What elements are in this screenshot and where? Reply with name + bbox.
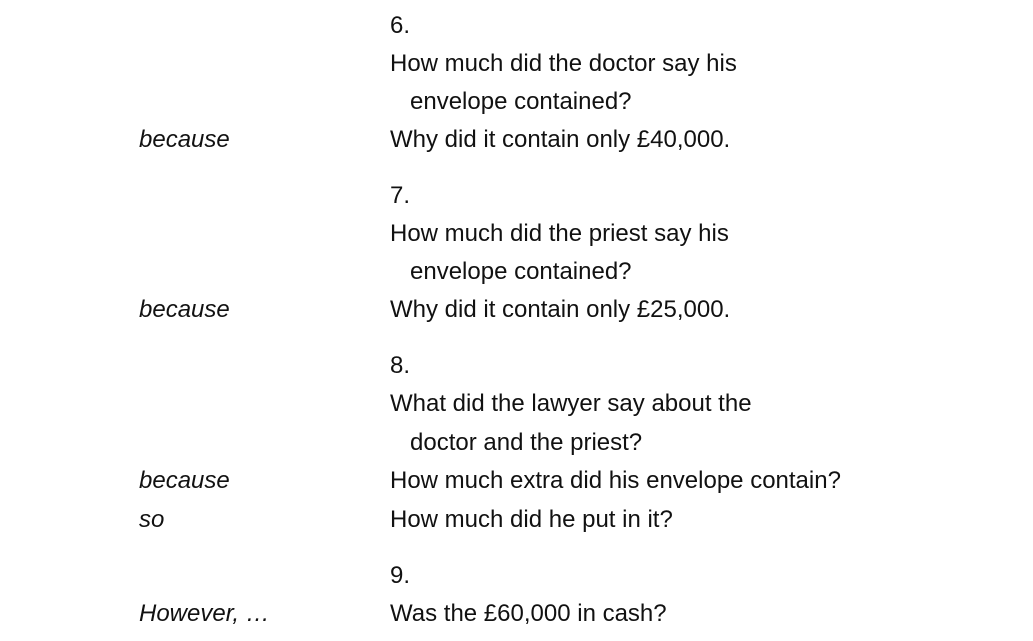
section-7-question-1-continued: envelope contained?: [410, 258, 632, 285]
section-8-question-1-continued: doctor and the priest?: [410, 429, 643, 456]
section-8-question-3: How much did he put in it?: [390, 506, 673, 533]
section-7-connector-because: because: [139, 296, 230, 323]
section-6-number: 6.: [390, 12, 411, 39]
section-7-question-1: How much did the priest say his: [390, 220, 729, 247]
section-7-number: 7.: [390, 182, 411, 209]
section-8-connector-so: so: [139, 506, 165, 533]
section-8-connector-because: because: [139, 467, 230, 494]
section-8-question-2: How much extra did his envelope contain?: [390, 467, 841, 494]
section-6-connector-because: because: [139, 126, 230, 153]
section-6-question-2: Why did it contain only £40,000.: [390, 126, 731, 153]
section-8-number: 8.: [390, 352, 411, 379]
section-9-question-1: Was the £60,000 in cash?: [390, 600, 667, 627]
section-9-connector-however: However, …: [139, 600, 270, 627]
section-9-number: 9.: [390, 562, 411, 589]
section-6-question-1-continued: envelope contained?: [410, 88, 632, 115]
section-7-question-2: Why did it contain only £25,000.: [390, 296, 731, 323]
section-8-question-1: What did the lawyer say about the: [390, 390, 752, 417]
section-6-question-1: How much did the doctor say his: [390, 50, 737, 77]
